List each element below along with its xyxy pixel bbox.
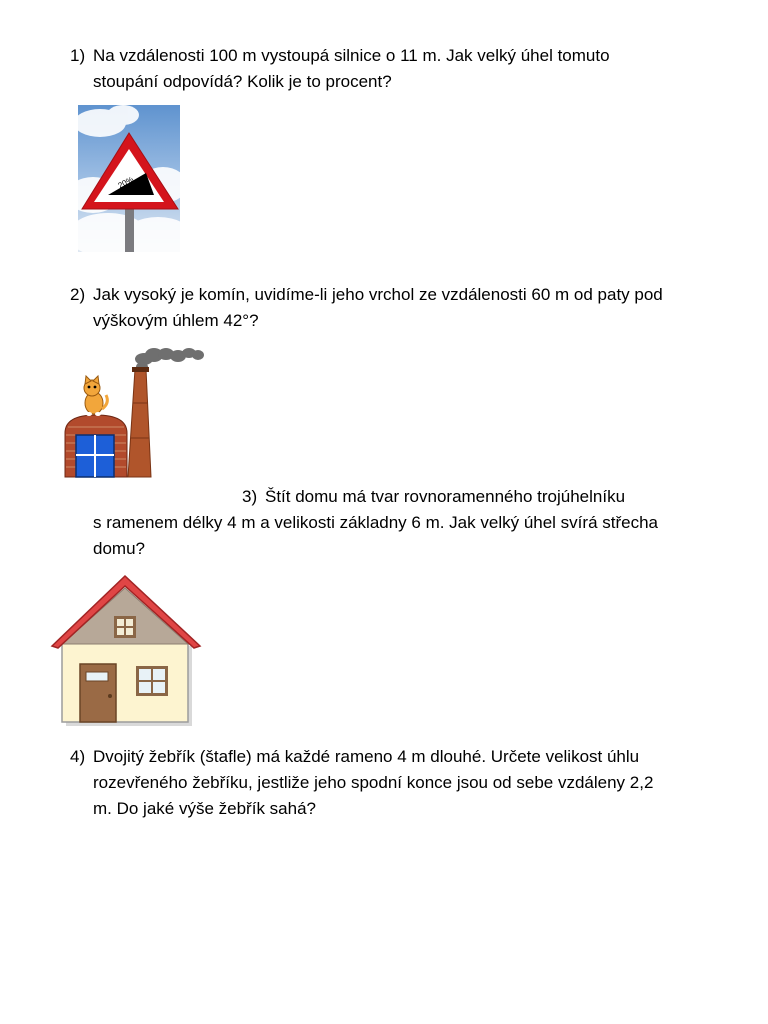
house-image (48, 574, 204, 728)
question-text-line: Štít domu má tvar rovnoramenného trojúhelníku (265, 487, 626, 506)
question-text-line: Dvojitý žebřík (štafle) má každé rameno 4 m dlouhé. Určete velikost úhlu (93, 747, 640, 766)
question-text-line: stoupání odpovídá? Kolik je to procent? (93, 72, 392, 91)
question-text-line: výškovým úhlem 42°? (93, 311, 259, 330)
question-text-line: s ramenem délky 4 m a velikosti základny 6 m. Jak velký úhel svírá střecha (93, 513, 658, 532)
sign-label: 20% (116, 174, 135, 191)
question-number: 4) (70, 747, 86, 766)
question-number: 1) (70, 46, 86, 65)
chimney-house-image (62, 343, 208, 479)
question-text-line: Na vzdálenosti 100 m vystoupá silnice o 11 m. Jak velký úhel tomuto (93, 46, 610, 65)
slope-sign-image (78, 105, 180, 252)
question-text-line: rozevřeného žebříku, jestliže jeho spodní konce jsou od sebe vzdáleny 2,2 (93, 773, 654, 792)
question-text-line: m. Do jaké výše žebřík sahá? (93, 799, 316, 818)
question-number: 2) (70, 285, 86, 304)
question-number: 3) (242, 487, 258, 506)
cat-icon (84, 376, 107, 416)
question-text-line: Jak vysoký je komín, uvidíme-li jeho vrchol ze vzdálenosti 60 m od paty pod (93, 285, 663, 304)
question-text-line: domu? (93, 539, 145, 558)
